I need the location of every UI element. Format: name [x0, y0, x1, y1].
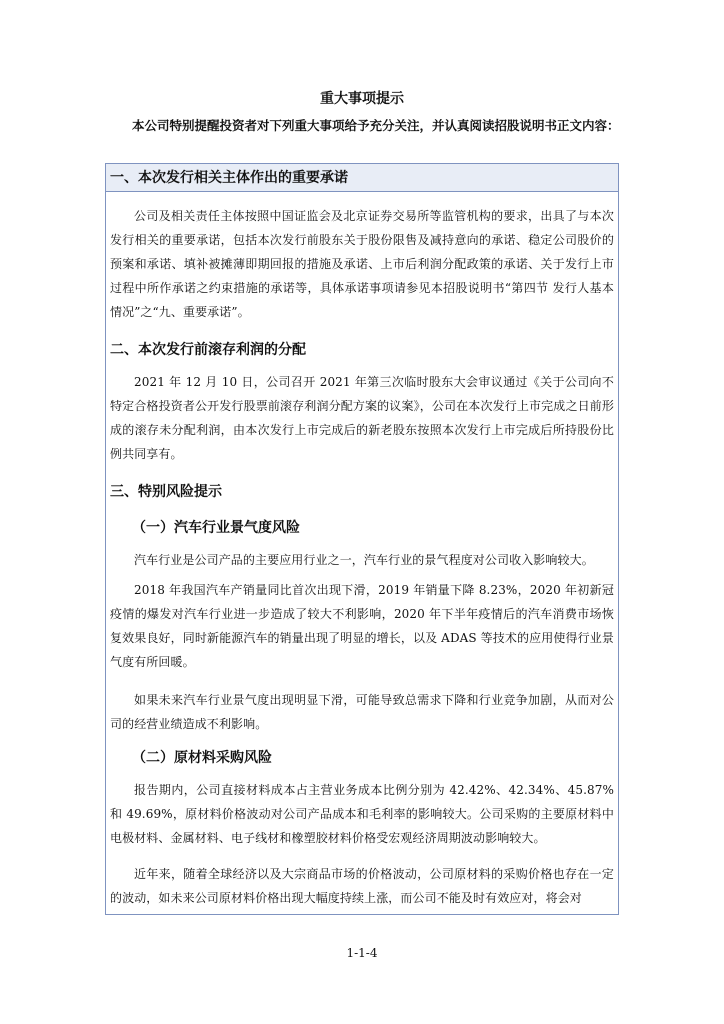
document-title: 重大事项提示 — [320, 91, 404, 107]
paragraph-commitments: 公司及相关责任主体按照中国证监会及北京证券交易所等监管机构的要求，出具了与本次发行相关的重要承诺，包括本次发行前股东关于股份限售及减持意向的承诺、稳定公司股价的预案和承诺、填补被摊薄即期回报的措施及承诺、上市后利润分配政策的承诺、关于发行上市过程中所作承诺之约束措施的承诺等，具体承诺事项请参见本招股说明书“第四节 发行人基本情况”之“九、重要承诺”。 — [110, 209, 614, 319]
section-heading-risk: 三、特别风险提示 — [110, 484, 222, 500]
paragraph-raw-1: 报告期内，公司直接材料成本占主营业务成本比例分别为 42.42%、42.34%、45.87%和 49.69%，原材料价格波动对公司产品成本和毛利率的影响较大。公司采购的主要原材料中电极材料、金属材料、电子线材和橡塑胶材料价格受宏观经济周期波动影响较大。 — [110, 783, 614, 845]
section-heading-retained-profit: 二、本次发行前滚存利润的分配 — [110, 342, 306, 358]
paragraph-auto-1: 汽车行业是公司产品的主要应用行业之一，汽车行业的景气程度对公司收入影响较大。 — [134, 553, 594, 567]
subsection-heading-auto-industry: （一）汽车行业景气度风险 — [132, 520, 300, 536]
page-number: 1-1-4 — [346, 946, 378, 960]
section-heading-commitments: 一、本次发行相关主体作出的重要承诺 — [106, 164, 618, 192]
paragraph-retained-profit: 2021 年 12 月 10 日，公司召开 2021 年第三次临时股东大会审议通过《关于公司向不特定合格投资者公开发行股票前滚存利润分配方案的议案》，公司在本次发行上市完成之日前形成的滚存未分配利润，由本次发行上市完成后的新老股东按照本次发行上市完成后所持股份比例共同享有。 — [110, 375, 614, 461]
content-box — [105, 163, 619, 915]
intro-statement: 本公司特别提醒投资者对下列重大事项给予充分关注，并认真阅读招股说明书正文内容： — [132, 118, 620, 133]
subsection-heading-raw-materials: （二）原材料采购风险 — [132, 750, 272, 766]
paragraph-auto-3: 如果未来汽车行业景气度出现明显下滑，可能导致总需求下降和行业竞争加剧，从而对公司的经营业绩造成不利影响。 — [110, 693, 614, 731]
paragraph-auto-2: 2018 年我国汽车产销量同比首次出现下滑，2019 年销量下降 8.23%，2020 年初新冠疫情的爆发对汽车行业进一步造成了较大不利影响，2020 年下半年疫情后的汽车消费市场恢复效果良好，同时新能源汽车的销量出现了明显的增长，以及 ADAS 等技术的应用使得行业景气度有所回暖。 — [110, 583, 614, 669]
paragraph-raw-2: 近年来，随着全球经济以及大宗商品市场的价格波动，公司原材料的采购价格也存在一定的波动，如未来公司原材料价格出现大幅度持续上涨，而公司不能及时有效应对，将会对 — [110, 867, 614, 905]
